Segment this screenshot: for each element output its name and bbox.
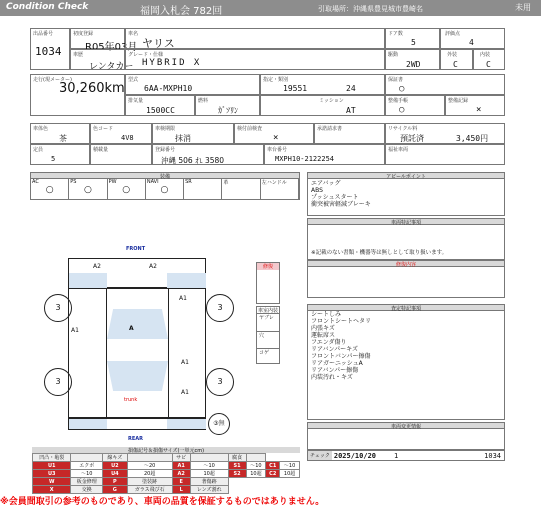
legend-cell: P	[103, 478, 128, 486]
rear-label: REAR	[128, 436, 143, 442]
transfer-box	[234, 123, 314, 144]
equipment-col-value: ○	[45, 185, 54, 195]
notes-side-item: コゲ	[257, 348, 279, 365]
legend-row	[33, 486, 300, 494]
front-bumper	[68, 258, 206, 288]
status-label: 未用	[515, 3, 531, 12]
load-label: 積載量	[93, 147, 109, 153]
legend-cell: 〜10	[190, 462, 228, 470]
legend-row	[33, 462, 300, 470]
equipment-col	[108, 179, 146, 200]
rear-bumper	[68, 418, 206, 430]
check-row	[307, 450, 505, 461]
consent-label: 承諾請求書	[317, 126, 343, 132]
car-name-value: ヤリス	[142, 37, 175, 50]
legend-cell: 腐食	[228, 454, 246, 462]
equipment-col-label: PW	[108, 179, 117, 185]
damage-mark: A1	[179, 295, 187, 302]
inspector-title: 査定特記事項	[308, 305, 504, 311]
legend-cell: W	[33, 478, 71, 486]
left-side	[69, 289, 107, 419]
legend-cell: A1	[172, 462, 190, 470]
score-box	[440, 28, 505, 49]
rear-window	[107, 361, 168, 391]
manual-label: 整備手帳	[388, 98, 409, 104]
damage-mark: A2	[93, 263, 101, 270]
notes-side-item: ヤブレ	[259, 315, 274, 321]
windshield	[107, 309, 168, 339]
equipment-col-label: 革	[223, 180, 229, 186]
tire-depth: 3	[217, 377, 223, 386]
model-value: 6AA-MXPH10	[144, 84, 193, 93]
notes-side-box	[256, 306, 280, 364]
inspector-box	[307, 304, 505, 420]
legend-cell: G	[103, 486, 128, 494]
tire-depth: 3	[55, 377, 61, 386]
check-entry: 1034	[484, 451, 501, 460]
equipment-col-value: ○	[83, 185, 92, 195]
special-title: 車両特記事項	[308, 219, 504, 225]
equipment-col-label: PS	[70, 179, 77, 185]
legend-title: 損傷記号＆損傷サイズ(一単元cm)	[32, 447, 300, 453]
appeal-title: アピールポイント	[308, 173, 504, 179]
fuel-value: ｶﾞｿﾘﾝ	[218, 106, 238, 115]
legend-cell: L	[172, 486, 190, 494]
special-note: ※記載のない書類・機器等は無しとして取り扱います。	[311, 250, 448, 256]
damage-legend	[32, 447, 300, 494]
equipment-title: 装備	[31, 173, 299, 179]
grade-label: グレード・仕様	[128, 52, 164, 58]
legend-cell	[190, 454, 228, 462]
plate-value: 沖縄 506 れ 3580	[161, 156, 225, 165]
repair-side-box	[256, 262, 280, 304]
tire-rear-right	[206, 368, 234, 396]
equipment-table	[30, 172, 300, 200]
spare-tire	[208, 413, 230, 435]
equipment-col	[184, 179, 222, 200]
model-no-box	[260, 74, 385, 95]
legend-cell: 塗装跡	[127, 478, 172, 486]
first-reg-value: R05年03月	[85, 42, 138, 53]
exterior-box	[440, 49, 473, 70]
damage-mark: A1	[181, 359, 189, 366]
legend-cell: 20超	[127, 470, 172, 478]
special-notes-box	[307, 218, 505, 260]
inspection-box	[152, 123, 234, 144]
model-no-label: 指定・類別	[263, 77, 289, 83]
legend-cell: 線キズ	[103, 454, 128, 462]
score-value: 4	[469, 38, 474, 47]
notes-side-label: 車室内装	[257, 308, 278, 314]
equipment-col-value: ○	[122, 185, 131, 195]
interior-value: C	[486, 60, 491, 69]
appeal-box	[307, 172, 505, 216]
equipment-col	[222, 179, 260, 200]
equipment-col	[31, 179, 69, 200]
repair-side-label: 修復	[257, 263, 279, 270]
drive-box	[385, 49, 440, 70]
color-box	[30, 123, 90, 144]
recycle-amount: 3,450円	[456, 134, 489, 143]
check-num: 1	[394, 451, 399, 460]
car-name-label: 車名	[128, 31, 139, 37]
mission-value: AT	[346, 106, 356, 115]
legend-cell: E	[172, 478, 190, 486]
equipment-col-label: NAVI	[146, 179, 159, 185]
legend-cell: S1	[228, 462, 246, 470]
model-label: 型式	[128, 77, 139, 83]
legend-cell	[71, 454, 103, 462]
damage-mark: A2	[149, 263, 157, 270]
doors-value: 5	[411, 38, 416, 47]
maint-box	[445, 95, 505, 116]
color-code-label: 色コード	[93, 126, 114, 132]
shape-box	[70, 49, 134, 72]
legend-cell: U2	[103, 462, 128, 470]
front-right-fender	[167, 273, 206, 288]
recycle-box	[385, 123, 505, 144]
legend-cell	[246, 454, 266, 462]
mileage-label: 走行(現メーター)	[33, 77, 72, 83]
welfare-label: 福祉車両	[388, 147, 409, 153]
vehicle-history-box	[307, 422, 505, 450]
rear-left-corner	[69, 419, 107, 429]
car-body	[68, 288, 206, 418]
model-box	[125, 74, 260, 95]
legend-cell: 交換	[71, 486, 103, 494]
mission-label: ミッション	[319, 98, 344, 104]
appeal-text: エアバッグ ABS プッシュスタート 衝突被害軽減ブレーキ	[311, 180, 371, 208]
grade-value: HYBRID X	[142, 58, 202, 68]
auction-name: 福岡入札会 782回	[140, 6, 223, 17]
legend-cell: S2	[228, 470, 246, 478]
tire-front-right	[206, 294, 234, 322]
capacity-box	[30, 144, 90, 165]
warranty-box	[385, 74, 505, 95]
legend-cell: 〜10	[280, 462, 300, 470]
legend-cell: 著傷跡	[190, 478, 228, 486]
shape-value: レンタカー	[89, 62, 134, 72]
legend-cell: 10超	[246, 470, 266, 478]
equipment-col-label: 左ハンドル	[261, 180, 287, 186]
entry-label: 出品番号	[33, 31, 54, 37]
welfare-box	[385, 144, 505, 165]
equipment-col	[146, 179, 184, 200]
maint-value: ×	[476, 105, 482, 115]
repair-title: 修復内容	[308, 261, 504, 267]
shape-label: 車歴	[73, 52, 84, 58]
manual-box	[385, 95, 445, 116]
legend-row	[33, 470, 300, 478]
chassis-label: 車台番号	[267, 147, 288, 153]
legend-cell: X	[33, 486, 71, 494]
chassis-box	[264, 144, 385, 165]
equipment-col-label: SR	[185, 179, 192, 185]
legend-cell: U1	[33, 462, 71, 470]
notes-side-item: 穴	[257, 331, 279, 348]
plate-box	[152, 144, 264, 165]
damage-mark: A1	[181, 389, 189, 396]
drive-value: 2WD	[406, 60, 421, 69]
cc-box	[125, 95, 195, 116]
legend-cell: 10超	[190, 470, 228, 478]
model-no-value2: 24	[346, 84, 356, 93]
trunk-label: trunk	[124, 397, 138, 403]
mission-box	[260, 95, 385, 116]
legend-cell: エクボ	[71, 462, 103, 470]
color-code-value: 4V8	[121, 134, 134, 142]
plate-label: 登録番号	[155, 147, 176, 153]
consent-box	[314, 123, 385, 144]
load-box	[90, 144, 152, 165]
manual-value: ○	[399, 105, 405, 115]
recycle-label: リサイクル料	[388, 126, 418, 132]
equipment-col	[69, 179, 107, 200]
check-label: チェック	[310, 453, 330, 459]
legend-cell: 〜10	[246, 462, 266, 470]
legend-table	[32, 453, 300, 494]
recycle-status: 預託済	[400, 134, 424, 143]
cc-label: 排気量	[128, 98, 144, 104]
pickup-location: 引取場所：沖縄県豊見城市豊崎名	[318, 5, 423, 13]
tire-front-left	[44, 294, 72, 322]
equipment-col-value: ○	[160, 185, 169, 195]
legend-cell: U4	[103, 470, 128, 478]
exterior-value: C	[453, 60, 458, 69]
legend-cell	[127, 454, 172, 462]
repair-box	[307, 260, 505, 298]
legend-row	[33, 478, 300, 486]
score-label: 評価点	[445, 31, 461, 37]
fuel-label: 燃料	[198, 98, 209, 104]
car-diagram	[30, 240, 250, 440]
tire-depth: 3	[55, 303, 61, 312]
transfer-label: 検付前検査	[237, 126, 263, 132]
legend-cell: 10超	[280, 470, 300, 478]
doors-label: ドア数	[388, 31, 403, 37]
legend-cell: 凹凸・亀裂	[33, 454, 71, 462]
legend-row	[33, 454, 300, 462]
legend-cell: レンズ割れ	[190, 486, 228, 494]
grade-box	[125, 49, 385, 70]
chassis-value: MXPH10-2122254	[275, 155, 335, 163]
legend-cell: サビ	[172, 454, 190, 462]
interior-box	[473, 49, 505, 70]
legend-cell: C1	[266, 462, 280, 470]
legend-cell: ガラス飛び石	[127, 486, 172, 494]
car-name-box	[125, 28, 385, 49]
inspector-text: シートしみ フロントシートヘタリ 内張キズ 運転席ス フエンダ傷り リアバンパーキズ フロントバンパー擦傷 リアガーニッシュA リアバンパー擦傷 内装汚れ・キズ	[311, 311, 372, 381]
sheet-title: Condition Check	[6, 2, 89, 12]
first-reg-label: 初度登録	[73, 31, 94, 37]
legend-cell: A2	[172, 470, 190, 478]
legend-cell: C2	[266, 470, 280, 478]
doors-box	[385, 28, 440, 49]
spare-tire-label: ③無	[213, 420, 225, 427]
mileage-box	[30, 74, 125, 116]
vehicle-history-title: 車両変更情報	[308, 423, 504, 429]
rear-right-corner	[167, 419, 206, 429]
legend-cell: 板金修理	[71, 478, 103, 486]
inspection-label: 車検期限	[155, 126, 176, 132]
color-label: 車体色	[33, 126, 49, 132]
legend-cell: 〜20	[127, 462, 172, 470]
warranty-label: 保証書	[388, 77, 404, 83]
disclaimer-text: ※会員間取引の参考のものであり、車両の品質を保証するものではありません。	[0, 497, 325, 507]
legend-cell: 〜10	[71, 470, 103, 478]
capacity-label: 定員	[33, 147, 44, 153]
model-no-value1: 19551	[283, 84, 308, 93]
inspection-value: 抹消	[175, 134, 191, 143]
tire-rear-left	[44, 368, 72, 396]
front-label: FRONT	[126, 246, 146, 252]
right-side	[168, 289, 206, 419]
fuel-box	[195, 95, 260, 116]
check-date: 2025/10/20	[333, 451, 377, 460]
legend-cell: U3	[33, 470, 71, 478]
color-code-box	[90, 123, 152, 144]
exterior-label: 外装	[447, 52, 458, 58]
warranty-value: ○	[399, 84, 405, 94]
header-bar	[0, 0, 541, 16]
front-left-fender	[69, 273, 107, 288]
capacity-value: 5	[51, 155, 56, 163]
maint-label: 整備記録	[448, 98, 469, 104]
entry-number: 1034	[35, 45, 62, 58]
color-value: 茶	[59, 134, 67, 143]
interior-label: 内装	[480, 52, 491, 58]
equipment-col-label: AC	[32, 179, 39, 185]
drive-label: 駆動	[388, 52, 399, 58]
tire-depth: 3	[217, 303, 223, 312]
entry-box	[30, 28, 70, 70]
equipment-col	[261, 179, 299, 200]
roof-mark: A	[129, 325, 134, 332]
damage-mark: A1	[71, 327, 79, 334]
transfer-value: ×	[273, 133, 279, 143]
cc-value: 1500CC	[146, 106, 175, 115]
mileage-value: 30,260km	[59, 81, 125, 96]
